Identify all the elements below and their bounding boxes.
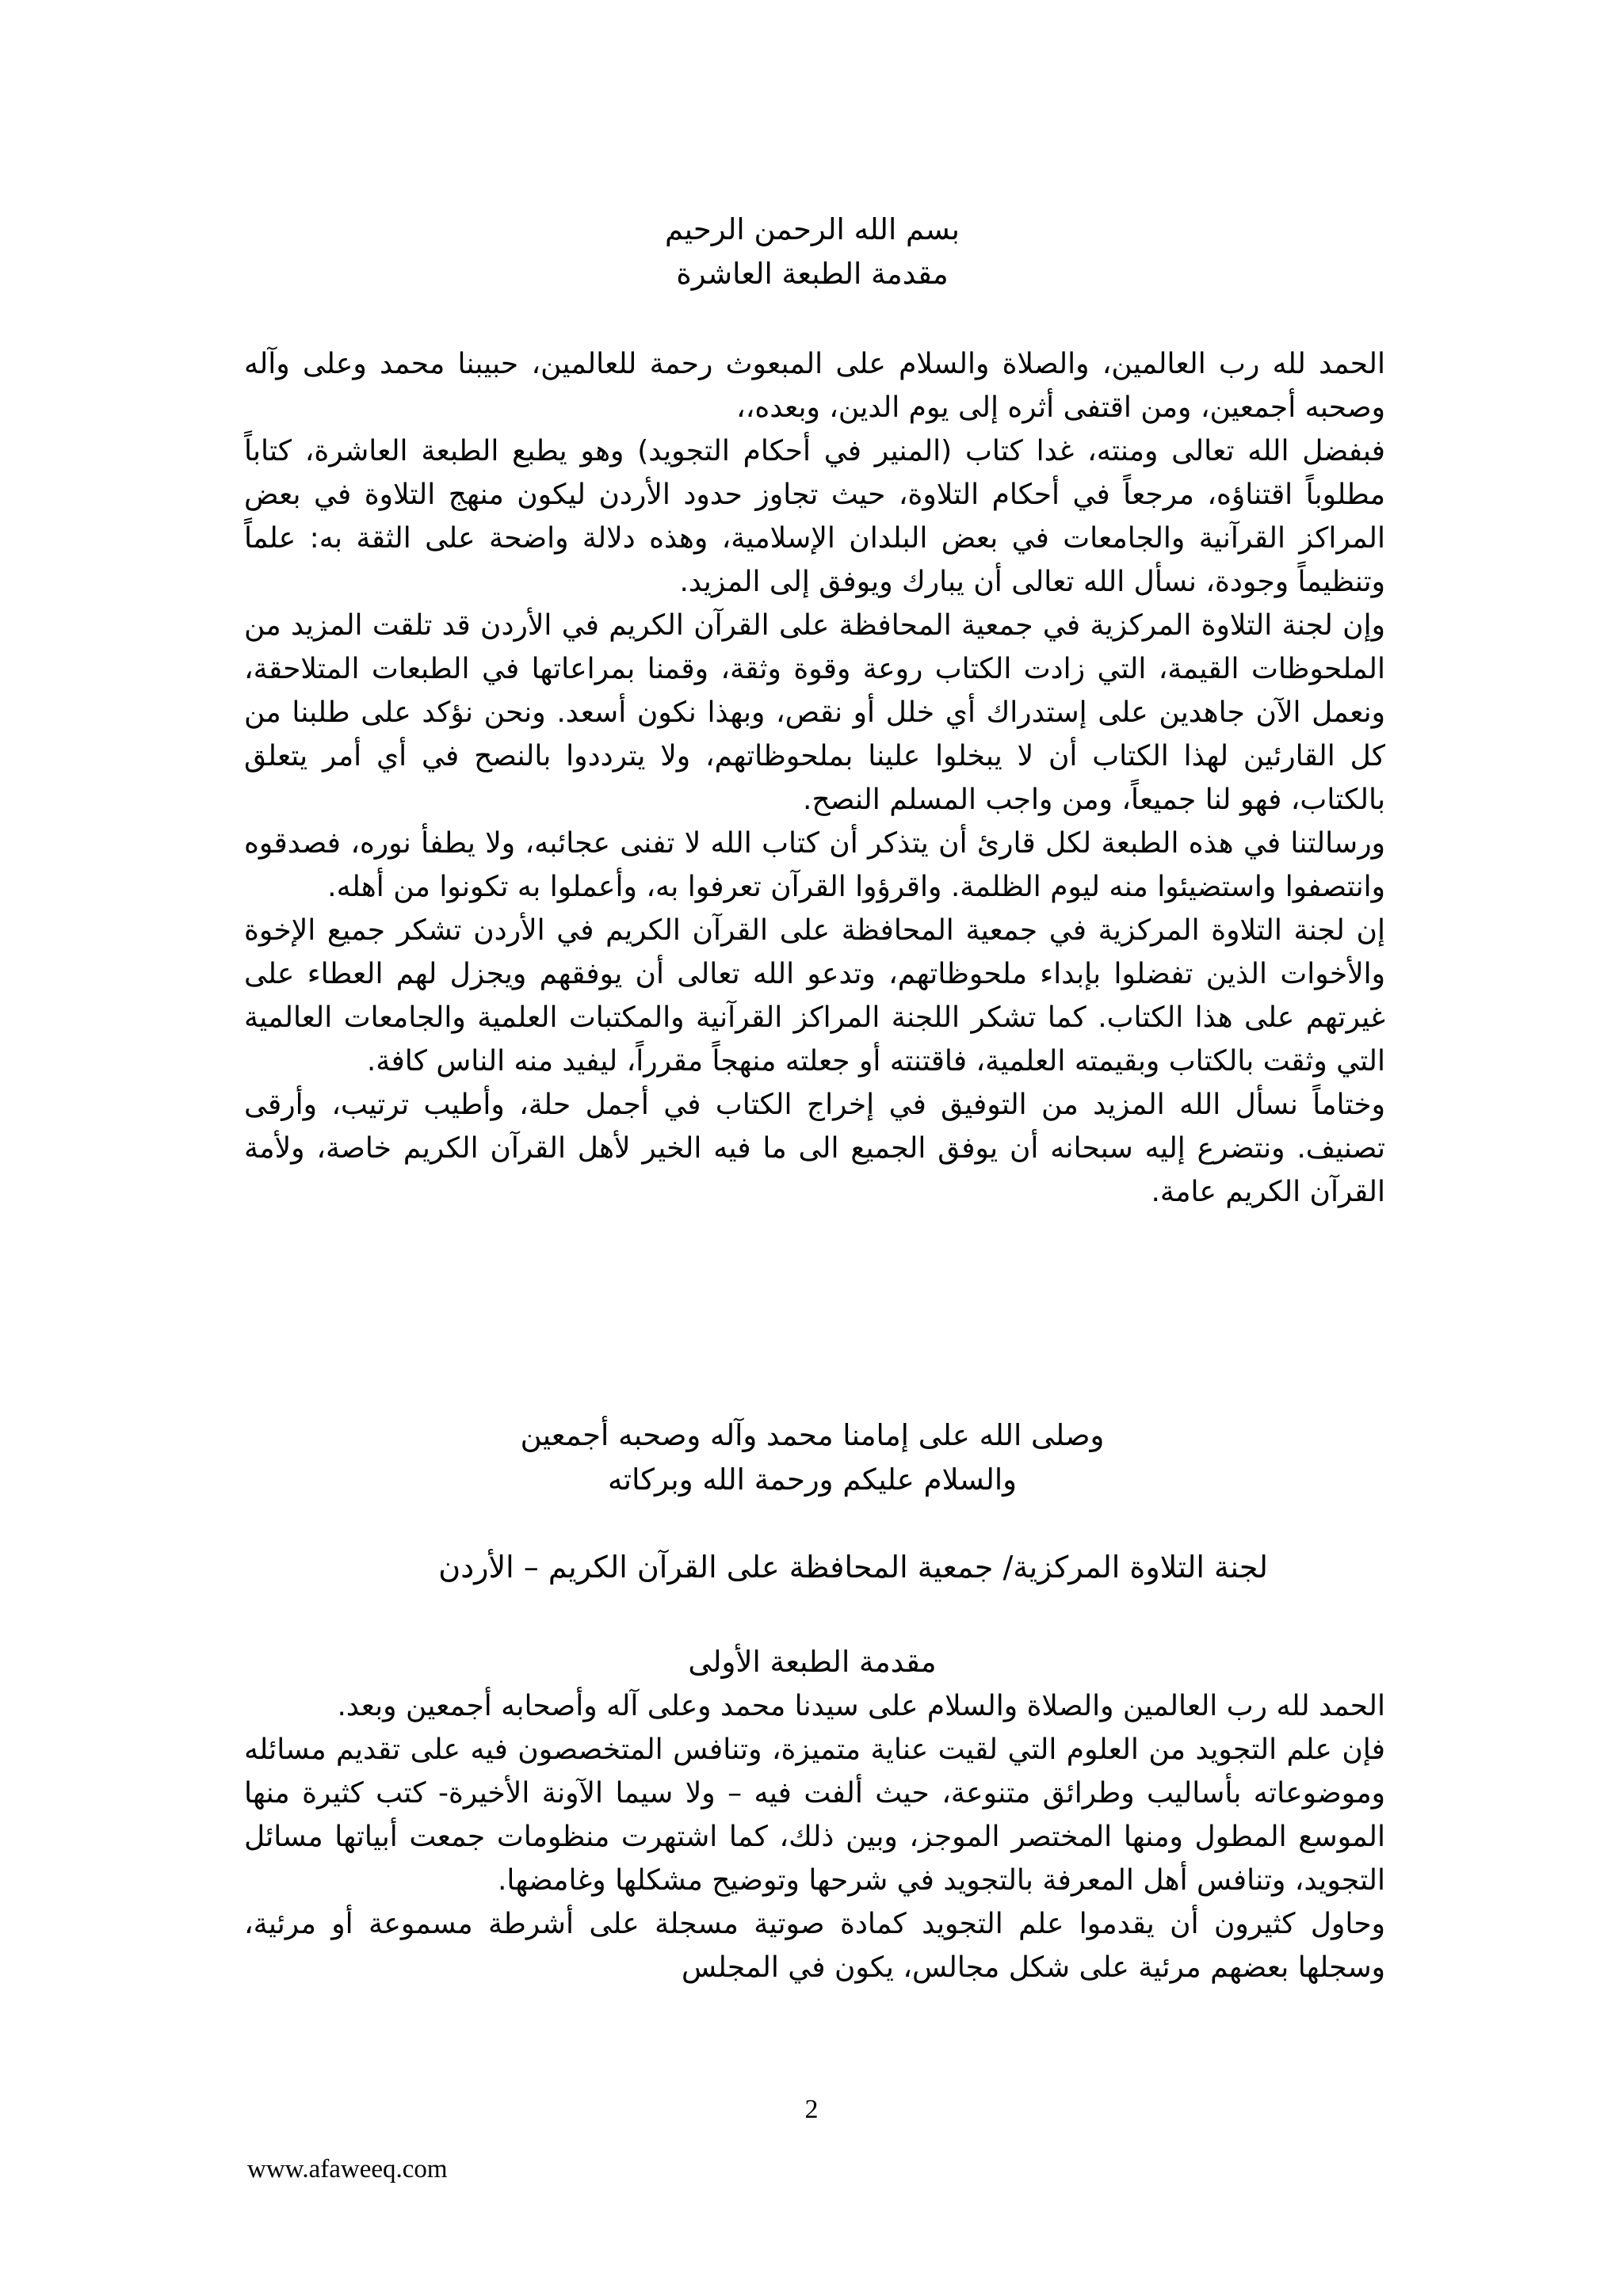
tenth-edition-title: مقدمة الطبعة العاشرة — [676, 257, 949, 291]
closing-greeting: والسلام عليكم ورحمة الله وبركاته — [607, 1463, 1018, 1497]
committee-signature: لجنة التلاوة المركزية/ جمعية المحافظة على القرآن الكريم – الأردن — [438, 1550, 1268, 1585]
basmala-heading: بسم الله الرحمن الرحيم — [665, 212, 960, 246]
paragraph: الحمد لله رب العالمين، والصلاة والسلام على المبعوث رحمة للعالمين، حبيبنا محمد وعلى وآله وصحبه أجمعين، ومن اقتفى أثره إلى يوم الدين، وبعده،، — [244, 348, 1385, 424]
first-edition-title: مقدمة الطبعة الأولى — [688, 1645, 937, 1679]
tenth-edition-body — [244, 342, 1385, 1214]
first-edition-body — [244, 1684, 1385, 1989]
paragraph: وختاماً نسأل الله المزيد من التوفيق في إخراج الكتاب في أجمل حلة، وأطيب ترتيب، وأرقى تصنيف. ونتضرع إليه سبحانه أن يوفق الجميع الى ما فيه الخير لأهل القرآن الكريم خاصة، ولأمة القرآن الكريم عامة. — [244, 1089, 1385, 1208]
paragraph: فإن علم التجويد من العلوم التي لقيت عناية متميزة، وتنافس المتخصصون فيه على تقديم مسائله وموضوعاته بأساليب وطرائق متنوعة، حيث ألفت فيه – ولا سيما الآونة الأخيرة- كتب كثيرة منها الموسع المطول ومنها المختصر الموجز، وبين ذلك، كما اشتهرت منظومات جمعت أبياتها مسائل التجويد، وتنافس أهل المعرفة بالتجويد في شرحها وتوضيح مشكلها وغامضها. — [244, 1733, 1385, 1897]
paragraph: ورسالتنا في هذه الطبعة لكل قارئ أن يتذكر أن كتاب الله لا تفنى عجائبه، ولا يطفأ نوره، فصدقوه وانتصفوا واستضيئوا منه ليوم الظلمة. واقرؤوا القرآن تعرفوا به، وأعملوا به تكونوا من أهله. — [244, 827, 1385, 903]
closing-salutation: وصلى الله على إمامنا محمد وآله وصحبه أجمعين — [520, 1418, 1105, 1452]
paragraph: فبفضل الله تعالى ومنته، غدا كتاب (المنير في أحكام التجويد) وهو يطبع الطبعة العاشرة، كتاباً مطلوباً اقتناؤه، مرجعاً في أحكام التلاوة، حيث تجاوز حدود الأردن ليكون منهج التلاوة في بعض المراكز القرآنية والجامعات في بعض البلدان الإسلامية، وهذه دلالة واضحة على الثقة به: علماً وتنظيماً وجودة، نسأل الله تعالى أن يبارك ويوفق إلى المزيد. — [244, 435, 1385, 598]
page-number: 2 — [804, 2095, 819, 2124]
paragraph: وإن لجنة التلاوة المركزية في جمعية المحافظة على القرآن الكريم في الأردن قد تلقت المزيد من الملحوظات القيمة، التي زادت الكتاب روعة وقوة وثقة، وقمنا بمراعاتها في الطبعات المتلاحقة، ونعمل الآن جاهدين على إستدراك أي خلل أو نقص، وبهذا نكون أسعد. ونحن نؤكد على طلبنا من كل القارئين لهذا الكتاب أن لا يبخلوا علينا بملحوظاتهم، ولا يترددوا بالنصح في أي أمر يتعلق بالكتاب، فهو لنا جميعاً، ومن واجب المسلم النصح. — [244, 609, 1385, 816]
paragraph: إن لجنة التلاوة المركزية في جمعية المحافظة على القرآن الكريم في الأردن تشكر جميع الإخوة والأخوات الذين تفضلوا بإبداء ملحوظاتهم، وتدعو الله تعالى أن يوفقهم ويجزل لهم العطاء على غيرتهم على هذا الكتاب. كما تشكر اللجنة المراكز القرآنية والمكتبات العلمية والجامعات العالمية التي وثقت بالكتاب وبقيمته العلمية، فاقتنته أو جعلته منهجاً مقرراً، ليفيد منه الناس كافة. — [244, 914, 1385, 1077]
footer-website-link[interactable]: www.afaweeq.com — [247, 2155, 448, 2183]
paragraph: الحمد لله رب العالمين والصلاة والسلام على سيدنا محمد وعلى آله وأصحابه أجمعين وبعد. — [337, 1690, 1385, 1722]
paragraph: وحاول كثيرون أن يقدموا علم التجويد كمادة صوتية مسجلة على أشرطة مسموعة أو مرئية، وسجلها بعضهم مرئية على شكل مجالس، يكون في المجلس — [244, 1908, 1385, 1984]
